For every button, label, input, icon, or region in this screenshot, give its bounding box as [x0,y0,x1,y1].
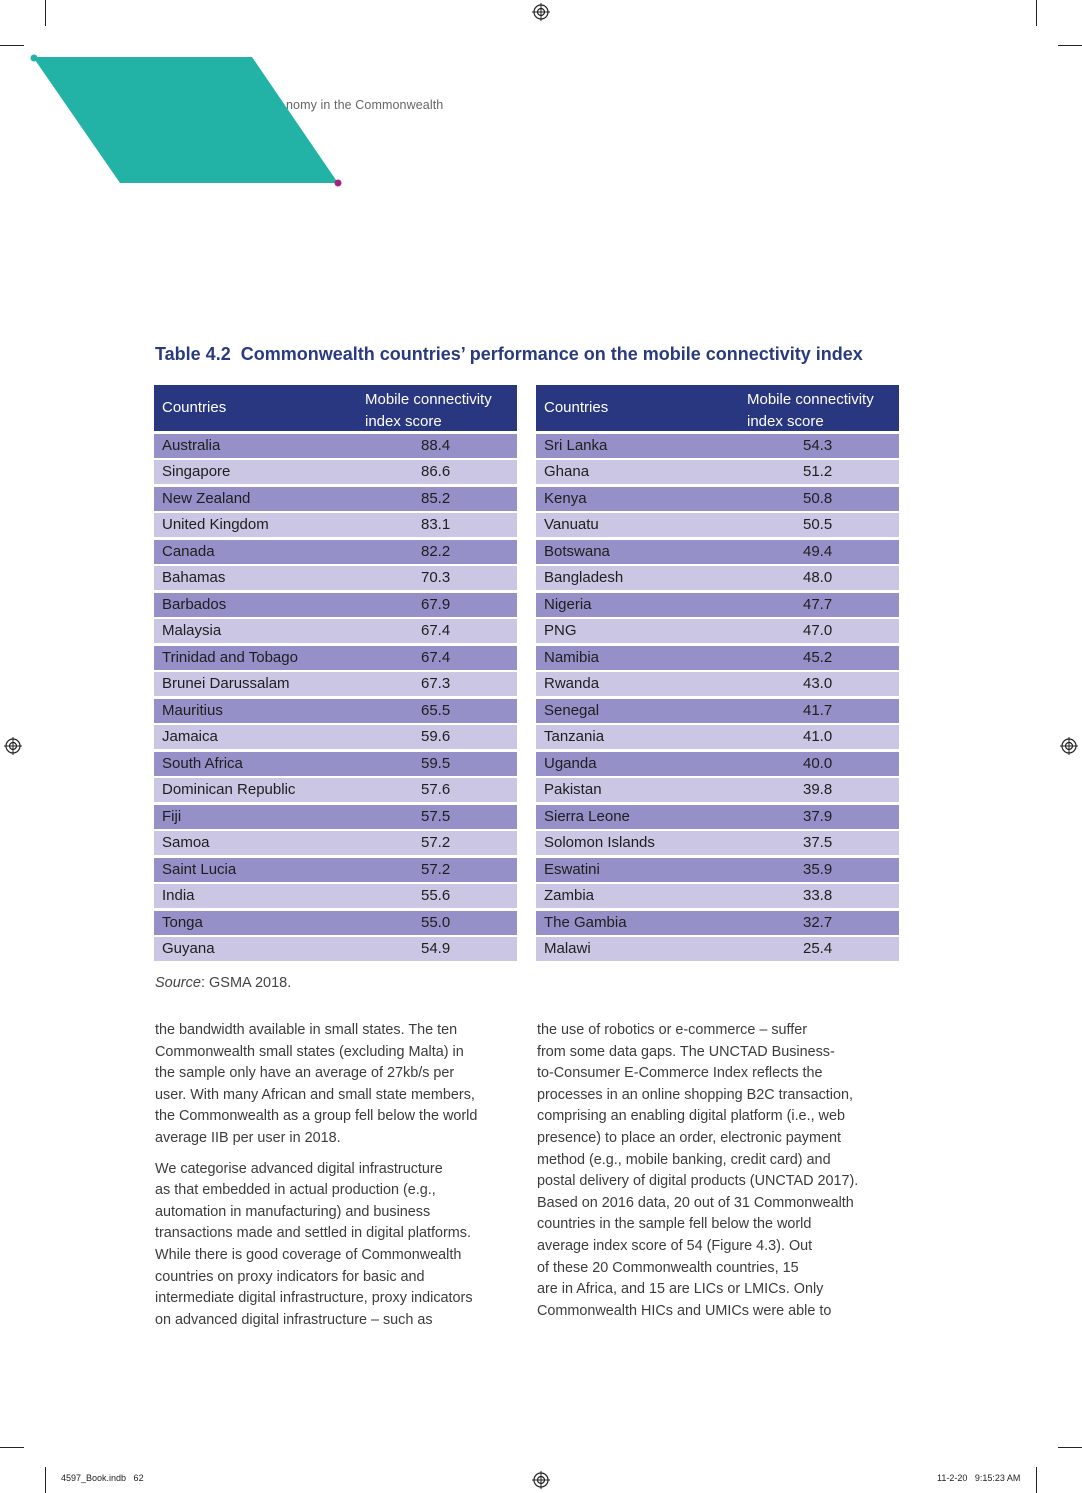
country-cell: India [162,887,195,904]
table-row [536,725,899,749]
header-score-line2: index score [365,413,442,430]
country-cell: Rwanda [544,675,600,692]
chapter-tab-shape [0,0,360,200]
crop-mark [1036,0,1037,26]
country-cell: United Kingdom [162,516,269,533]
text-line: of these 20 Commonwealth countries, 15 [537,1259,799,1276]
country-cell: Malaysia [162,622,222,639]
score-cell: 50.5 [803,516,833,533]
country-cell: Australia [162,436,221,454]
score-cell: 41.7 [803,701,833,719]
text-line: method (e.g., mobile banking, credit card) and [537,1151,831,1168]
score-cell: 82.2 [421,542,451,560]
source-text: : GSMA 2018. [200,975,292,991]
table-row [536,672,899,696]
score-cell: 88.4 [421,436,451,454]
country-cell: Dominican Republic [162,781,296,798]
country-cell: South Africa [162,754,243,772]
score-cell: 67.4 [421,648,451,666]
table-row [536,434,899,458]
table-row [154,593,517,617]
country-cell: PNG [544,622,577,639]
country-cell: Guyana [162,940,215,957]
score-cell: 48.0 [803,569,833,586]
paragraph [537,1020,902,1322]
score-cell: 57.2 [421,860,451,878]
registration-mark-icon [532,3,550,21]
score-cell: 57.6 [421,781,451,798]
country-cell: Canada [162,542,215,560]
table-row [536,778,899,802]
table-row [154,487,517,511]
table-number: Table 4.2 [155,344,231,364]
country-cell: Jamaica [162,728,218,745]
table-row [536,752,899,776]
registration-mark-icon [1060,737,1078,755]
country-cell: Sierra Leone [544,807,630,825]
score-cell: 41.0 [803,728,833,745]
country-cell: Bangladesh [544,569,624,586]
table-row [536,937,899,961]
country-cell: Senegal [544,701,600,719]
score-cell: 43.0 [803,675,833,692]
country-cell: Tanzania [544,728,605,745]
score-cell: 67.9 [421,595,451,613]
table-row [536,513,899,537]
text-line: from some data gaps. The UNCTAD Business- [537,1043,835,1060]
table-row [154,831,517,855]
table-row [536,646,899,670]
registration-mark-icon [532,1471,550,1489]
table-header [154,385,517,431]
table-row [154,513,517,537]
score-cell: 86.6 [421,463,451,480]
body-column-left [155,1020,520,1340]
text-line: comprising an enabling digital platform (i.e., web [537,1108,845,1125]
score-cell: 55.6 [421,887,451,904]
table-row [154,937,517,961]
table-row [536,831,899,855]
score-cell: 50.8 [803,489,833,507]
header-countries: Countries [544,399,609,416]
score-cell: 33.8 [803,887,833,904]
footer-timestamp: 11-2-20 9:15:23 AM [937,1473,1021,1483]
header-countries: Countries [162,399,227,416]
table-title [155,344,863,365]
score-cell: 39.8 [803,781,833,798]
text-line: transactions made and settled in digital platforms. [155,1225,471,1242]
text-line: user. With many African and small state members, [155,1086,475,1103]
score-cell: 45.2 [803,648,833,666]
country-cell: Pakistan [544,781,602,798]
country-cell: Singapore [162,463,231,480]
text-line: Commonwealth small states (excluding Malta) in [155,1043,464,1060]
crop-mark [0,1447,24,1448]
score-cell: 35.9 [803,860,833,878]
country-cell: Fiji [162,807,182,825]
crop-mark [1036,1467,1037,1493]
country-cell: Samoa [162,834,210,851]
table-row [536,858,899,882]
score-cell: 25.4 [803,940,833,957]
country-cell: Tonga [162,913,203,931]
score-cell: 67.3 [421,675,451,692]
table-row [154,540,517,564]
table-row [154,566,517,590]
text-line: to-Consumer E-Commerce Index reflects the [537,1065,823,1082]
country-cell: New Zealand [162,489,251,507]
paragraph [155,1020,520,1150]
table-row [536,593,899,617]
country-cell: Ghana [544,463,590,480]
country-cell: Bahamas [162,569,226,586]
score-cell: 54.9 [421,940,451,957]
score-cell: 49.4 [803,542,833,560]
country-cell: Saint Lucia [162,860,237,878]
score-cell: 32.7 [803,913,833,931]
country-cell: Zambia [544,887,595,904]
text-line: average IIB per user in 2018. [155,1129,341,1146]
source-label: Source [155,975,201,991]
table-source [155,975,291,991]
table-row [536,487,899,511]
table-row [154,646,517,670]
table-row [536,699,899,723]
score-cell: 37.5 [803,834,833,851]
text-line: the sample only have an average of 27kb/s per [155,1065,455,1082]
country-cell: The Gambia [544,913,627,931]
score-cell: 54.3 [803,436,833,454]
table-row [154,858,517,882]
table-row [536,566,899,590]
score-cell: 59.6 [421,728,451,745]
country-cell: Solomon Islands [544,834,655,851]
score-cell: 83.1 [421,516,451,533]
text-line: Commonwealth HICs and UMICs were able to [537,1302,832,1319]
score-cell: 59.5 [421,754,451,772]
text-line: the Commonwealth as a group fell below the world [155,1108,478,1125]
text-line: the use of robotics or e-commerce – suffer [537,1022,808,1038]
crop-mark [1058,1447,1082,1448]
score-cell: 40.0 [803,754,833,772]
score-table-left [154,385,517,961]
table-row [154,725,517,749]
table-row [154,434,517,458]
text-line: While there is good coverage of Commonwealth [155,1246,462,1263]
score-table-right [536,385,899,961]
score-cell: 85.2 [421,489,451,507]
table-caption: Commonwealth countries’ performance on the mobile connectivity index [240,344,863,364]
text-line: countries on proxy indicators for basic and [155,1268,425,1285]
header-score [365,389,515,433]
table-row [536,540,899,564]
registration-mark-icon [4,737,22,755]
crop-mark [1058,45,1082,46]
country-cell: Eswatini [544,860,600,878]
table-row [154,672,517,696]
text-line: are in Africa, and 15 are LICs or LMICs. Only [537,1281,824,1298]
country-cell: Kenya [544,489,587,507]
table-row [154,911,517,935]
score-cell: 65.5 [421,701,451,719]
text-line: presence) to place an order, electronic payment [537,1129,841,1146]
body-column-right [537,1020,902,1331]
running-header: nomy in the Commonwealth [286,98,444,112]
country-cell: Malawi [544,940,591,957]
country-cell: Brunei Darussalam [162,675,290,692]
header-score-line1: Mobile connectivity [747,391,874,408]
score-cell: 47.0 [803,622,833,639]
score-cell: 55.0 [421,913,451,931]
table-row [154,805,517,829]
text-line: on advanced digital infrastructure – such as [155,1311,433,1328]
text-line: automation in manufacturing) and business [155,1203,431,1220]
country-cell: Trinidad and Tobago [162,648,298,666]
paragraph [155,1159,520,1332]
score-cell: 70.3 [421,569,451,586]
text-line: average index score of 54 (Figure 4.3). Out [537,1237,813,1254]
table-header [536,385,899,431]
table-row [154,699,517,723]
score-cell: 37.9 [803,807,833,825]
country-cell: Barbados [162,595,227,613]
country-cell: Botswana [544,542,610,560]
table-row [536,619,899,643]
country-cell: Vanuatu [544,516,599,533]
country-cell: Namibia [544,648,600,666]
score-cell: 67.4 [421,622,451,639]
country-cell: Mauritius [162,701,223,719]
table-row [154,752,517,776]
table-row [154,778,517,802]
table-row [154,619,517,643]
score-cell: 57.5 [421,807,451,825]
text-line: countries in the sample fell below the world [537,1216,812,1233]
table-row [154,884,517,908]
header-score-line1: Mobile connectivity [365,391,492,408]
score-cell: 47.7 [803,595,833,613]
text-line: the bandwidth available in small states. The ten [155,1022,458,1038]
score-cell: 51.2 [803,463,833,480]
footer-file-slug: 4597_Book.indb 62 [61,1473,144,1483]
country-cell: Uganda [544,754,597,772]
text-line: We categorise advanced digital infrastructure [155,1160,443,1177]
table-row [536,911,899,935]
country-cell: Nigeria [544,595,592,613]
header-score-line2: index score [747,413,824,430]
text-line: Based on 2016 data, 20 out of 31 Commonwealth [537,1194,854,1211]
score-cell: 57.2 [421,834,451,851]
text-line: postal delivery of digital products (UNCTAD 2017). [537,1173,859,1190]
header-score [747,389,897,433]
crop-mark [45,1467,46,1493]
table-row [536,460,899,484]
text-line: intermediate digital infrastructure, proxy indicators [155,1290,473,1307]
table-row [536,805,899,829]
text-line: processes in an online shopping B2C transaction, [537,1086,853,1103]
text-line: as that embedded in actual production (e.g., [155,1182,436,1199]
country-cell: Sri Lanka [544,436,608,454]
table-row [154,460,517,484]
table-row [536,884,899,908]
